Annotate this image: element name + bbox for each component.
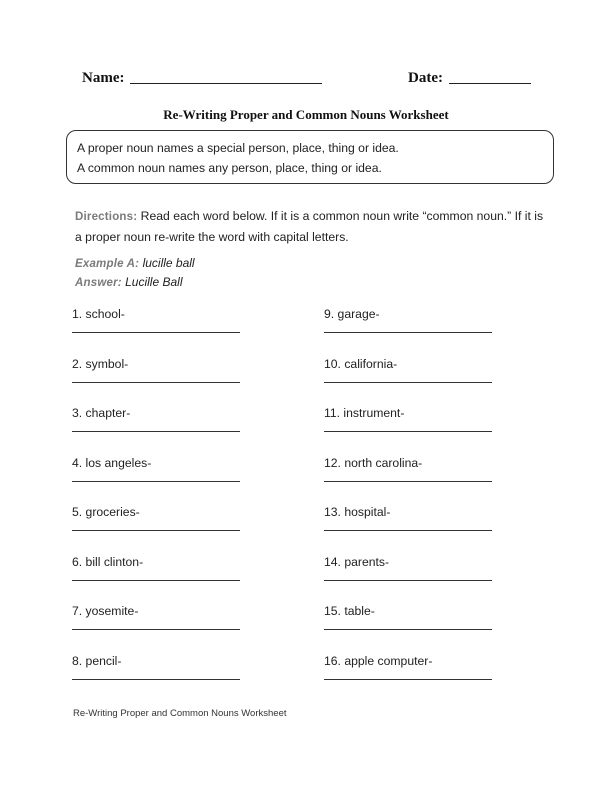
date-label: Date:	[408, 70, 443, 86]
item-label: 8. pencil-	[72, 654, 122, 668]
item-label: 4. los angeles-	[72, 456, 152, 470]
item-label: 5. groceries-	[72, 505, 140, 519]
list-item	[324, 503, 494, 521]
item-label: 2. symbol-	[72, 357, 129, 371]
item-label: 6. bill clinton-	[72, 555, 144, 569]
example-word: lucille ball	[142, 256, 195, 270]
item-label: 14. parents-	[324, 555, 390, 569]
common-noun-definition: A common noun names any person, place, thing or idea.	[77, 161, 382, 175]
proper-noun-definition: A proper noun names a special person, place, thing or idea.	[77, 141, 399, 155]
list-item	[72, 404, 242, 422]
worksheet-title: Re-Writing Proper and Common Nouns Worksheet	[163, 107, 449, 122]
answer-blank-line[interactable]	[72, 332, 240, 333]
answer-blank-line[interactable]	[324, 679, 492, 680]
answer-blank-line[interactable]	[72, 580, 240, 581]
list-item	[72, 454, 242, 472]
answer-blank-line[interactable]	[324, 481, 492, 482]
list-item	[72, 355, 242, 373]
answer-blank-line[interactable]	[324, 580, 492, 581]
directions-text: Read each word below. If it is a common noun write “common noun.” If it is a proper noun re-write the word with capital letters.	[75, 209, 544, 244]
answer-blank-line[interactable]	[72, 629, 240, 630]
list-item	[324, 553, 494, 571]
list-item	[324, 652, 494, 670]
directions	[75, 206, 545, 247]
item-label: 16. apple computer-	[324, 654, 433, 668]
item-label: 13. hospital-	[324, 505, 391, 519]
answer-blank-line[interactable]	[324, 332, 492, 333]
answer-line	[75, 275, 183, 289]
answer-text: Lucille Ball	[125, 275, 183, 289]
example-line	[75, 256, 195, 270]
item-label: 15. table-	[324, 604, 375, 618]
answer-blank-line[interactable]	[324, 382, 492, 383]
item-label: 7. yosemite-	[72, 604, 139, 618]
name-field[interactable]	[82, 70, 322, 87]
answer-blank-line[interactable]	[72, 481, 240, 482]
answer-blank-line[interactable]	[324, 629, 492, 630]
list-item	[324, 602, 494, 620]
name-label: Name:	[82, 70, 125, 86]
answer-label: Answer:	[75, 277, 122, 289]
item-label: 9. garage-	[324, 307, 380, 321]
answer-blank-line[interactable]	[324, 431, 492, 432]
definitions-box	[66, 130, 554, 184]
item-label: 3. chapter-	[72, 406, 131, 420]
answer-blank-line[interactable]	[72, 431, 240, 432]
list-item	[72, 652, 242, 670]
item-label: 11. instrument-	[324, 406, 405, 420]
answer-blank-line[interactable]	[324, 530, 492, 531]
date-blank-line[interactable]	[449, 82, 531, 84]
list-item	[72, 602, 242, 620]
date-field[interactable]	[408, 70, 531, 87]
item-label: 1. school-	[72, 307, 125, 321]
list-item	[72, 553, 242, 571]
name-blank-line[interactable]	[130, 82, 322, 84]
list-item	[324, 355, 494, 373]
list-item	[72, 503, 242, 521]
item-label: 12. north carolina-	[324, 456, 423, 470]
item-label: 10. california-	[324, 357, 398, 371]
list-item	[72, 305, 242, 323]
directions-label: Directions:	[75, 211, 138, 223]
answer-blank-line[interactable]	[72, 530, 240, 531]
list-item	[324, 404, 494, 422]
answer-blank-line[interactable]	[72, 679, 240, 680]
answer-blank-line[interactable]	[72, 382, 240, 383]
example-label: Example A:	[75, 258, 140, 270]
list-item	[324, 305, 494, 323]
list-item	[324, 454, 494, 472]
footer-text: Re-Writing Proper and Common Nouns Worksheet	[73, 708, 287, 719]
